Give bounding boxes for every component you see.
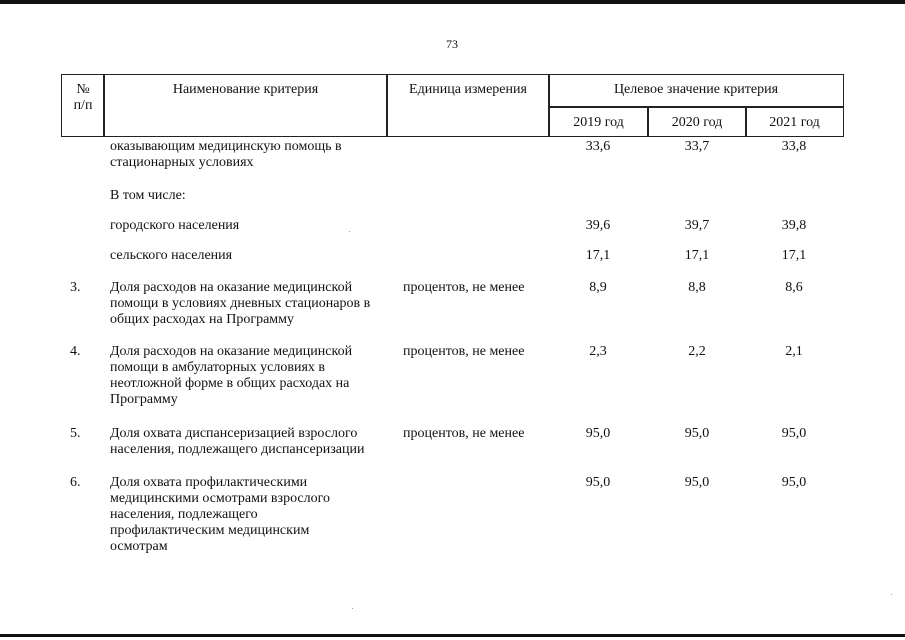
value-2021: 95,0	[781, 475, 807, 490]
scan-speck	[349, 231, 350, 232]
value-2021: 2,1	[785, 344, 803, 359]
header-year-2021: 2021 год	[769, 115, 820, 130]
criterion-name: городского населения	[110, 218, 240, 233]
value-2019: 95,0	[585, 426, 611, 441]
value-2020: 39,7	[684, 218, 710, 233]
value-2019: 95,0	[585, 475, 611, 490]
value-2019: 17,1	[585, 248, 611, 263]
value-2019: 2,3	[589, 344, 607, 359]
row-number: 5.	[70, 426, 81, 441]
value-2021: 95,0	[781, 426, 807, 441]
page-number: 73	[446, 37, 458, 51]
value-2020: 95,0	[684, 475, 710, 490]
value-2021: 39,8	[781, 218, 807, 233]
unit-text: процентов, не менее	[403, 344, 525, 359]
criterion-name: Доля охвата профилактическими медицинскими осмотрами взрослого населения, подлежащего профилактическим медицинским осмотрам	[110, 475, 331, 554]
value-2021: 8,6	[785, 280, 803, 295]
value-2020: 8,8	[688, 280, 706, 295]
criterion-name: оказывающим медицинскую помощь в стационарных условиях	[110, 139, 342, 170]
criterion-name: В том числе:	[110, 188, 186, 203]
header-unit-label: Единица измерения	[409, 82, 527, 97]
scan-speck	[352, 608, 353, 609]
header-target-label: Целевое значение критерия	[613, 82, 779, 97]
value-2019: 8,9	[589, 280, 607, 295]
header-year-2020: 2020 год	[671, 115, 723, 130]
unit-text: процентов, не менее	[403, 426, 525, 441]
criterion-name: Доля расходов на оказание медицинской помощи в условиях дневных стационаров в общих расходах на Программу	[110, 280, 371, 327]
row-number: 6.	[70, 475, 81, 490]
value-2020: 33,7	[684, 139, 710, 154]
header-criterion-label: Наименование критерия	[172, 82, 319, 97]
row-number: 4.	[70, 344, 81, 359]
scan-speck	[891, 594, 892, 595]
value-2020: 2,2	[688, 344, 706, 359]
unit-text: процентов, не менее	[403, 280, 525, 295]
header-year-2019: 2019 год	[573, 115, 624, 130]
scan-border-top	[0, 0, 905, 4]
value-2021: 17,1	[781, 248, 807, 263]
criterion-name: Доля охвата диспансеризацией взрослого населения, подлежащего диспансеризации	[110, 426, 365, 457]
value-2020: 17,1	[684, 248, 710, 263]
value-2019: 39,6	[585, 218, 611, 233]
value-2019: 33,6	[585, 139, 611, 154]
criterion-name: сельского населения	[110, 248, 233, 263]
scan-border-bottom	[0, 634, 905, 637]
value-2021: 33,8	[781, 139, 807, 154]
header-no-label: № п/п	[73, 82, 93, 113]
row-number: 3.	[70, 280, 81, 295]
value-2020: 95,0	[684, 426, 710, 441]
criterion-name: Доля расходов на оказание медицинской помощи в амбулаторных условиях в неотложной форме в общих расходах на Программу	[110, 344, 353, 407]
